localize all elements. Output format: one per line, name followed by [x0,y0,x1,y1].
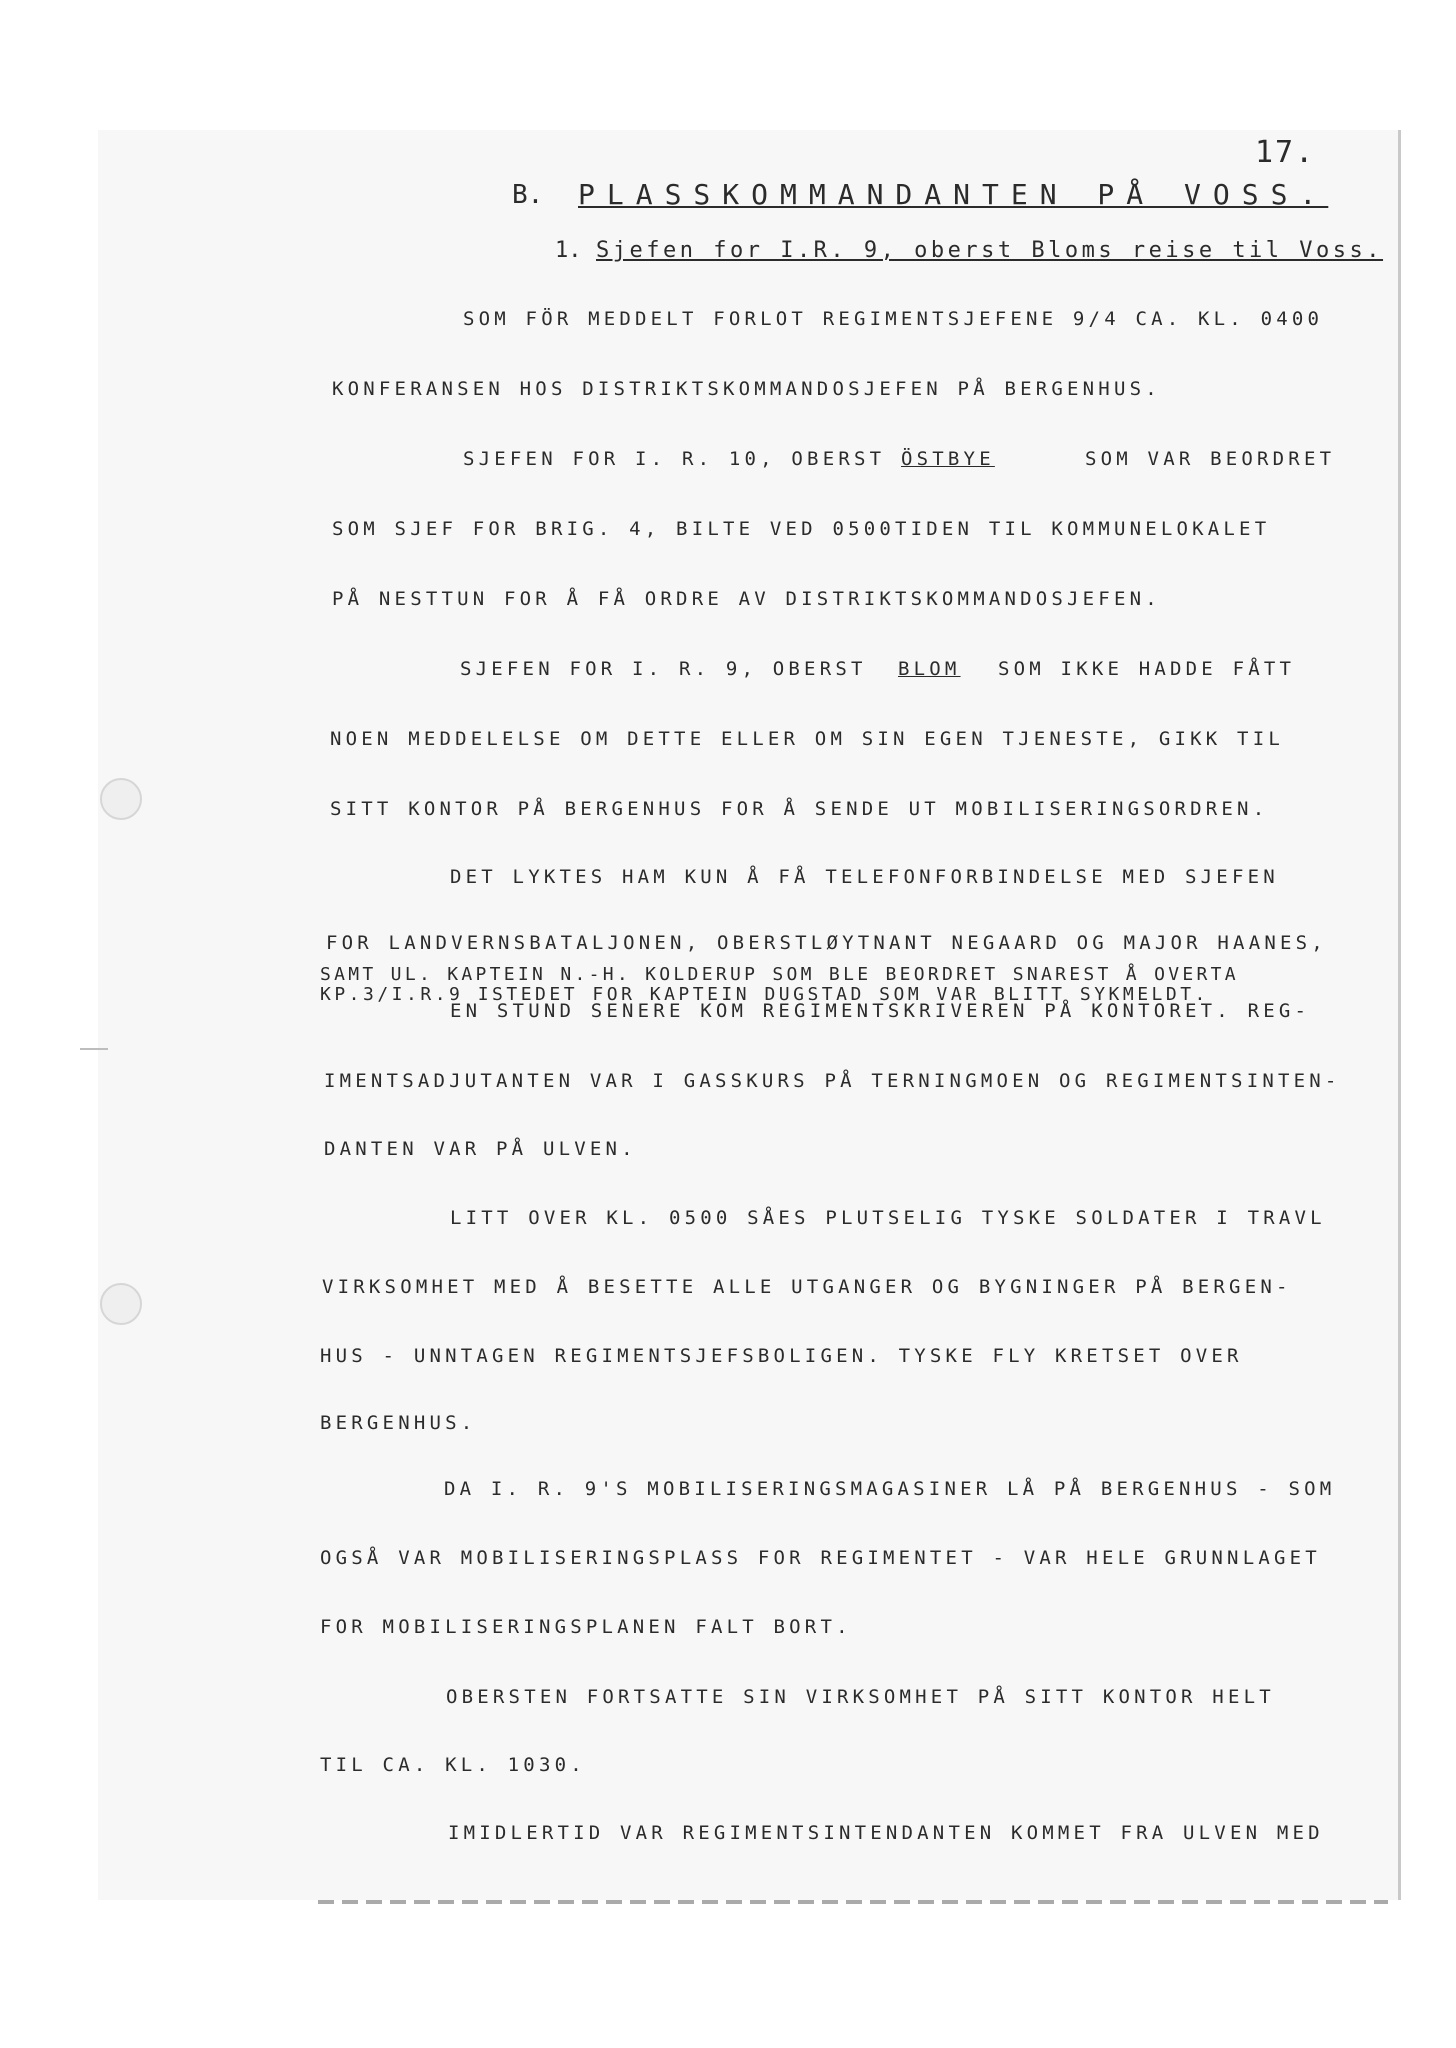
body-line: EN STUND SENERE KOM REGIMENTSKRIVEREN PÅ KONTORET. REG- [450,1000,1311,1022]
cut-off-line [318,1900,1388,1904]
punch-hole-upper [100,778,142,820]
body-line-underlined: ÖSTBYE [901,448,995,470]
body-line: FOR LANDVERNSBATALJONEN, OBERSTLØYTNANT NEGAARD OG MAJOR HAANES, [326,932,1327,954]
body-line: FOR MOBILISERINGSPLANEN FALT BORT. [320,1616,852,1638]
section-letter: B. [512,180,544,210]
body-line: DET LYKTES HAM KUN Å FÅ TELEFONFORBINDELSE MED SJEFEN [450,866,1279,888]
body-line: OBERSTEN FORTSATTE SIN VIRKSOMHET PÅ SITT KONTOR HELT [446,1686,1275,1708]
body-line: BERGENHUS. [320,1412,477,1434]
body-line: SJEFEN FOR I. R. 9, OBERST [460,658,867,680]
body-line: HUS - UNNTAGEN REGIMENTSJEFSBOLIGEN. TYSKE FLY KRETSET OVER [320,1345,1243,1367]
inserted-line: KP.3/I.R.9 ISTEDET FOR KAPTEIN DUGSTAD SOM VAR BLITT SYKMELDT. [320,984,1209,1005]
body-line: DANTEN VAR PÅ ULVEN. [324,1138,637,1160]
inserted-line: SAMT UL. KAPTEIN N.-H. KOLDERUP SOM BLE BEORDRET SNAREST Å OVERTA [320,964,1239,985]
body-line: SITT KONTOR PÅ BERGENHUS FOR Å SENDE UT MOBILISERINGSORDREN. [330,798,1269,820]
body-line: VIRKSOMHET MED Å BESETTE ALLE UTGANGER OG BYGNINGER PÅ BERGEN- [322,1276,1292,1298]
body-line: SOM IKKE HADDE FÅTT [998,658,1296,680]
body-line: LITT OVER KL. 0500 SÅES PLUTSELIG TYSKE SOLDATER I TRAVL [450,1207,1326,1229]
subsection-title: Sjefen for I.R. 9, oberst Bloms reise til Voss. [596,238,1384,263]
body-line: NOEN MEDDELELSE OM DETTE ELLER OM SIN EGEN TJENESTE, GIKK TIL [330,728,1284,750]
body-line: IMENTSADJUTANTEN VAR I GASSKURS PÅ TERNINGMOEN OG REGIMENTSINTEN- [324,1070,1341,1092]
page-number: 17. [1255,135,1316,170]
subsection-number: 1. [555,238,582,263]
body-line: SOM VAR BEORDRET [1085,448,1336,470]
body-line: PÅ NESTTUN FOR Å FÅ ORDRE AV DISTRIKTSKOMMANDOSJEFEN. [332,588,1161,610]
body-line: DA I. R. 9'S MOBILISERINGSMAGASINER LÅ PÅ BERGENHUS - SOM [444,1478,1336,1500]
body-line: KONFERANSEN HOS DISTRIKTSKOMMANDOSJEFEN PÅ BERGENHUS. [332,378,1161,400]
body-line: SJEFEN FOR I. R. 10, OBERST [463,448,886,470]
body-line: IMIDLERTID VAR REGIMENTSINTENDANTEN KOMMET FRA ULVEN MED [448,1822,1324,1844]
punch-hole-lower [100,1283,142,1325]
margin-mark [80,1048,108,1050]
body-line: SOM SJEF FOR BRIG. 4, BILTE VED 0500TIDEN TIL KOMMUNELOKALET [332,518,1271,540]
body-line: TIL CA. KL. 1030. [320,1754,586,1776]
body-line: OGSÅ VAR MOBILISERINGSPLASS FOR REGIMENTET - VAR HELE GRUNNLAGET [320,1547,1321,1569]
section-title: PLASSKOMMANDANTEN PÅ VOSS. [578,178,1329,211]
body-line: SOM FÖR MEDDELT FORLOT REGIMENTSJEFENE 9/4 CA. KL. 0400 [463,308,1324,330]
body-line-underlined: BLOM [898,658,961,680]
